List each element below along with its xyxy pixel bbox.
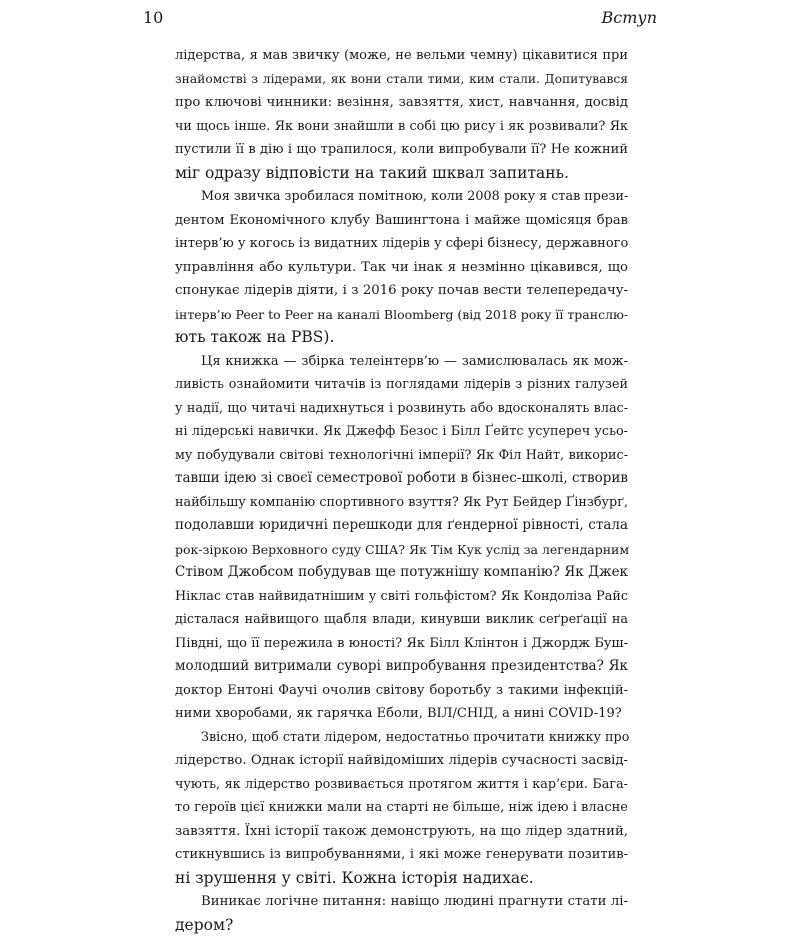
text-line: Ніклас став найвидатнішим у світі гольфістом? Як Кондоліза Райс <box>175 585 628 609</box>
text-line: лідерство. Однак історії найвідоміших лідерів сучасності засвід- <box>175 749 628 773</box>
text-line: Виникає логічне питання: навіщо людині прагнути стати лі- <box>175 890 628 914</box>
text-line: завзяття. Їхні історії також демонструють, на що лідер здатний, <box>175 820 628 844</box>
text-line: молодший витримали суворі випробування президентства? Як <box>175 655 628 679</box>
running-head: Вступ <box>602 8 657 28</box>
page-number: 10 <box>143 8 163 28</box>
text-line: подолавши юридичні перешкоди для ґендерної рівності, стала <box>175 514 628 538</box>
text-line: тавши ідею зі своєї семестрової роботи в бізнес-школі, створив <box>175 467 628 491</box>
text-line: про ключові чинники: везіння, завзяття, хист, навчання, досвід <box>175 91 628 115</box>
text-line: спонукає лідерів діяти, і з 2016 року почав вести телепередачу- <box>175 279 628 303</box>
text-line: у надії, що читачі надихнуться і розвинуть або вдосконалять влас- <box>175 397 628 421</box>
text-line: ні лідерські навички. Як Джефф Безос і Білл Ґейтс усупереч усьо- <box>175 420 628 444</box>
text-line: ні зрушення у світі. Кожна історія надихає. <box>175 867 628 891</box>
text-line: чи щось інше. Як вони знайшли в собі цю рису і як розвивали? Як <box>175 115 628 139</box>
page-header <box>143 8 657 30</box>
text-line: Звісно, щоб стати лідером, недостатньо прочитати книжку про <box>175 726 628 750</box>
text-line: лідерства, я мав звичку (може, не вельми чемну) цікавитися при <box>175 44 628 68</box>
text-line: міг одразу відповісти на такий шквал запитань. <box>175 162 628 186</box>
text-line: Моя звичка зробилася помітною, коли 2008 року я став прези- <box>175 185 628 209</box>
text-line: пустили її в дію і що трапилося, коли випробували її? Не кожний <box>175 138 628 162</box>
text-line: Півдні, що її пережила в юності? Як Білл Клінтон і Джордж Буш- <box>175 632 628 656</box>
text-line: ють також на PBS). <box>175 326 628 350</box>
body-text <box>175 44 628 937</box>
text-line: то героїв цієї книжки мали на старті не більше, ніж ідею і власне <box>175 796 628 820</box>
text-line: дером? <box>175 914 628 937</box>
text-line: Ця книжка — збірка телеінтерв’ю — замислювалась як мож- <box>175 350 628 374</box>
text-line: рок-зіркою Верховного суду США? Як Тім Кук услід за легендарним <box>175 538 628 562</box>
text-line: ними хворобами, як гарячка Еболи, ВІЛ/СНІД, а нині COVID-19? <box>175 702 628 726</box>
text-line: стикнувшись із випробуваннями, і які може генерувати позитив- <box>175 843 628 867</box>
text-line: найбільшу компанію спортивного взуття? Як Рут Бейдер Ґінзбурґ, <box>175 491 628 515</box>
text-line: знайомстві з лідерами, як вони стали тими, ким стали. Допитувався <box>175 68 628 92</box>
text-line: му побудували світові технологічні імперії? Як Філ Найт, викорис- <box>175 444 628 468</box>
text-line: інтерв’ю Peer to Peer на каналі Bloomberg (від 2018 року її транслю- <box>175 303 628 327</box>
text-line: чують, як лідерство розвивається протягом життя і кар’єри. Бага- <box>175 773 628 797</box>
text-line: дентом Економічного клубу Вашингтона і майже щомісяця брав <box>175 209 628 233</box>
text-line: дісталася найвищого щабля влади, кинувши виклик сеґреґації на <box>175 608 628 632</box>
text-line: ливість ознайомити читачів із поглядами лідерів з різних галузей <box>175 373 628 397</box>
text-line: інтерв’ю у когось із видатних лідерів у сфері бізнесу, державного <box>175 232 628 256</box>
text-line: Стівом Джобсом побудував ще потужнішу компанію? Як Джек <box>175 561 628 585</box>
text-line: управління або культури. Так чи інак я незмінно цікавився, що <box>175 256 628 280</box>
text-line: доктор Ентоні Фаучі очолив світову боротьбу з такими інфекцій- <box>175 679 628 703</box>
